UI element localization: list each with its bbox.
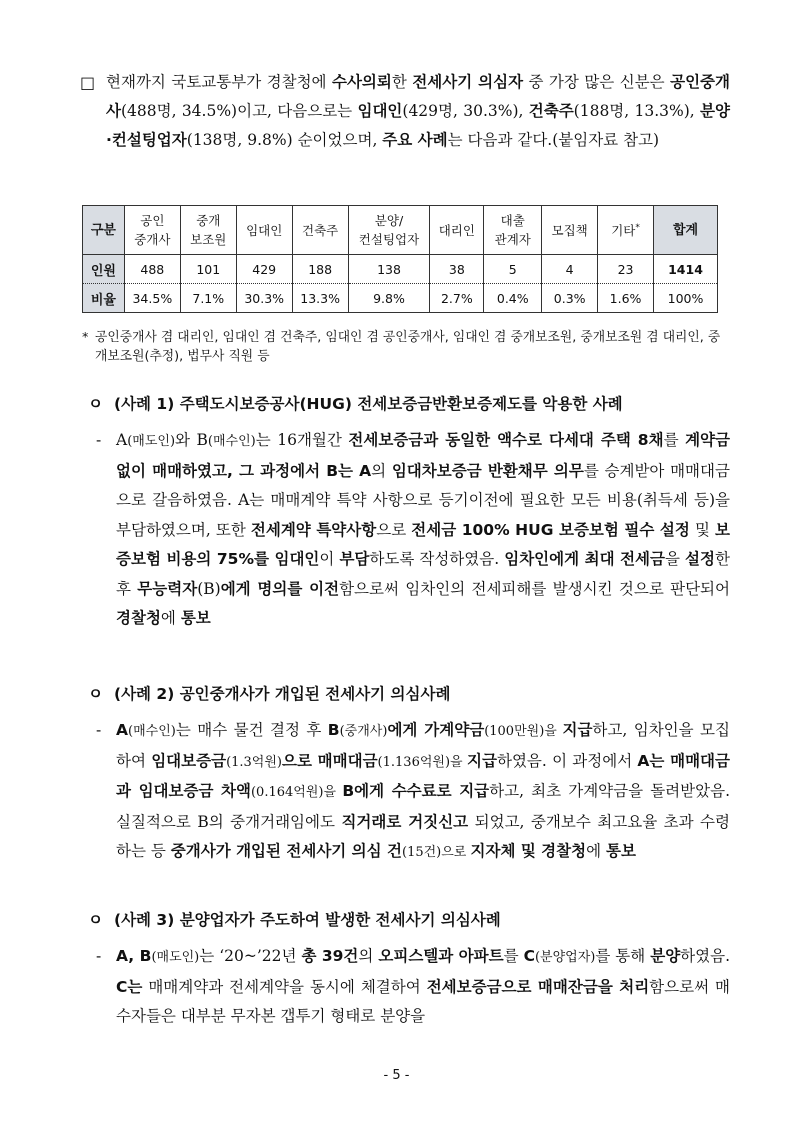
intro-bold: 공인중개사: [106, 73, 731, 120]
ratio-cell: 30.3%: [236, 284, 292, 313]
case3-heading: [88, 908, 728, 930]
case-text: 를 승계받아 매매대금으로 갈음하였음. A는 매매계약 특약 사항으로 등기이전에 필요한 모든 비용(취득세 등)을 부담하였으며, 또한: [116, 461, 730, 539]
case-bold: 오피스텔과 아파트: [378, 947, 504, 965]
header-cell: 구분: [83, 206, 125, 255]
footnote-text: 공인중개사 겸 대리인, 임대인 겸 건축주, 임대인 겸 공인중개사, 임대인 겸 중개보조원, 중개보조원 겸 대리인, 중개보조원(추정), 법무사 직원 등: [95, 330, 721, 364]
case-text: A: [116, 431, 128, 449]
case-text: (매도인): [127, 434, 176, 449]
case-bold: 전세금 100% HUG 보증보험 필수 설정: [411, 520, 690, 539]
intro-bold: 수사의뢰: [331, 73, 392, 91]
intro-text: 한: [391, 73, 413, 91]
people-cell: 488: [124, 255, 180, 284]
case-text: (B): [197, 579, 221, 598]
case-text: 하고, 임차인을 모집하여: [116, 721, 730, 770]
header-cell: 대출 관계자: [484, 206, 542, 255]
people-cell: 1414: [654, 255, 718, 284]
people-cell: 인원: [83, 255, 125, 284]
case-bold: B: [327, 721, 340, 739]
case-text: 를 통해: [595, 947, 651, 965]
case1-title: (사례 1) 주택도시보증공사(HUG) 전세보증금반환보증제도를 악용한 사례: [114, 395, 623, 413]
case-bold: 통보: [180, 609, 211, 627]
ratio-cell: 0.4%: [484, 284, 542, 313]
intro-bold: 분양·컨설팅업자: [106, 102, 730, 149]
case-bold: 지급: [467, 751, 497, 770]
case-text: (매수인): [207, 434, 256, 449]
case-text: 을: [665, 550, 686, 568]
case-bold: C는: [116, 977, 143, 996]
case-text: (0.164억원)을: [250, 785, 343, 800]
case-text: 에: [160, 609, 181, 627]
case-bold: A, B: [116, 947, 152, 965]
case-text: 하도록 작성하였음.: [369, 550, 505, 568]
ratio-cell: 1.6%: [598, 284, 654, 313]
people-cell: 138: [348, 255, 430, 284]
case-text: (분양업자): [534, 950, 596, 965]
case-text: (15건)으로: [402, 845, 471, 860]
intro-text: (429명, 30.3%),: [402, 102, 529, 120]
case-text: 의: [358, 947, 379, 965]
case1-body: [96, 426, 730, 634]
intro-text: 중 가장 많은 신분은: [523, 73, 671, 91]
case-bold: 임대차보증금 반환채무 의무: [391, 461, 584, 480]
case-text: 는 16개월간: [255, 431, 349, 449]
case-bold: A: [116, 721, 128, 739]
case-text: (1.3억원): [226, 754, 282, 770]
case-text: 하고, 최초 가계약금을 돌려받았음. 실질적으로 B의 중개거래임에도: [116, 782, 731, 831]
intro-text: (188명, 13.3%),: [573, 102, 701, 120]
intro-bold: 전세사기 의심자: [412, 73, 524, 91]
ratio-cell: 7.1%: [180, 284, 236, 313]
people-cell: 101: [180, 255, 236, 284]
intro-text: (138명, 9.8%) 순이었으며,: [186, 131, 383, 149]
ratio-cell: 100%: [654, 284, 718, 313]
header-cell: 공인 중개사: [124, 206, 180, 255]
table-footnote: [82, 328, 722, 366]
square-bullet-icon: □: [80, 73, 96, 92]
case-bold: 총 39건: [301, 947, 359, 965]
case-bold: 지급: [562, 721, 593, 739]
page-number: - 5 -: [383, 1068, 410, 1083]
case-bold: 부담: [339, 550, 370, 568]
case-text: (1.136억원)을: [377, 754, 468, 770]
table-row-ratio: [83, 284, 718, 313]
case-bold: 경찰청: [116, 609, 161, 627]
case2-title: (사례 2) 공인중개사가 개입된 전세사기 의심사례: [114, 685, 451, 703]
case-bold: 전세계약 특약사항: [250, 520, 377, 539]
ratio-cell: 2.7%: [430, 284, 484, 313]
people-cell: 5: [484, 255, 542, 284]
ratio-cell: 0.3%: [542, 284, 598, 313]
case-bold: A는 매매대금과 임대보증금 차액: [116, 751, 730, 800]
header-cell: 분양/ 컨설팅업자: [348, 206, 430, 255]
case-text: 는 ‘20~’22년: [199, 947, 302, 965]
circle-bullet-icon: ㅇ: [88, 911, 103, 929]
intro-bold: 주요 사례: [382, 131, 448, 149]
case2-heading: [88, 682, 728, 704]
intro-text: 는 다음과 같다.(붙임자료 참고): [447, 131, 660, 149]
case-text: 되었고, 중개보수 최고요율 초과 수령하는 등: [116, 812, 730, 860]
intro-text: 현재까지 국토교통부가 경찰청에: [106, 73, 332, 91]
case-bold: 전세보증금과 동일한 액수로 다세대 주택 8채: [348, 431, 664, 449]
case-text: 한 후: [116, 550, 730, 598]
ratio-cell: 비율: [83, 284, 125, 313]
suspect-statistics-table: [82, 205, 718, 313]
case-bold: 직거래로 거짓신고: [341, 812, 469, 831]
intro-paragraph: [80, 68, 730, 155]
ratio-cell: 13.3%: [292, 284, 348, 313]
people-cell: 188: [292, 255, 348, 284]
case-text: 를: [503, 947, 524, 965]
case2-body: [96, 716, 730, 868]
case-text: 를: [663, 431, 686, 449]
case-bold: 분양: [650, 947, 681, 965]
dash-bullet: -: [96, 431, 102, 449]
ratio-cell: 34.5%: [124, 284, 180, 313]
case-text: 함으로써 임차인의 전세피해를 발생시킨 것으로 판단되어: [339, 579, 730, 598]
case-bold: 보증보험 비용의 75%를 임대인: [116, 520, 730, 568]
dash-bullet: -: [96, 721, 102, 739]
people-cell: 23: [598, 255, 654, 284]
case-text: 하였음.: [680, 947, 731, 965]
case3-title: (사례 3) 분양업자가 주도하여 발생한 전세사기 의심사례: [114, 911, 501, 929]
case1-heading: [88, 392, 728, 414]
header-cell: 중개 보조원: [180, 206, 236, 255]
ratio-cell: 9.8%: [348, 284, 430, 313]
case-bold: 통보: [606, 842, 636, 860]
case-bold: C: [523, 947, 535, 965]
case-bold: B에게 수수료로 지급: [342, 782, 490, 800]
header-cell: 임대인: [236, 206, 292, 255]
people-cell: 4: [542, 255, 598, 284]
case-bold: 임대보증금: [151, 751, 227, 770]
case-text: (매수인): [128, 724, 176, 739]
case-bold: 설정: [685, 550, 715, 568]
case3-body: [96, 942, 730, 1032]
case-text: (매도인): [151, 950, 200, 965]
case-bold: 무능력자: [137, 579, 198, 598]
case-text: 의: [371, 461, 392, 480]
table-header-row: [83, 206, 718, 255]
people-cell: 429: [236, 255, 292, 284]
intro-bold: 임대인: [357, 102, 403, 120]
case-text: (100만원)을: [484, 724, 563, 739]
case-text: 으로: [376, 520, 412, 539]
case-text: 는 매수 물건 결정 후: [175, 721, 328, 739]
table-row-people: [83, 255, 718, 284]
circle-bullet-icon: ㅇ: [88, 685, 103, 703]
footnote-mark: *: [82, 330, 89, 345]
case-bold: 임차인에게 최대 전세금: [504, 550, 665, 568]
header-cell: 건축주: [292, 206, 348, 255]
header-cell: 대리인: [430, 206, 484, 255]
circle-bullet-icon: ㅇ: [88, 395, 103, 413]
case-bold: 에게 명의를 이전: [220, 579, 340, 598]
header-cell: 기타*: [598, 206, 654, 255]
case-bold: 지자체 및 경찰청: [470, 842, 587, 860]
case-text: 에: [586, 842, 607, 860]
case-text: (중개사): [339, 724, 388, 739]
case-text: 매매계약과 전세계약을 동시에 체결하여: [142, 977, 427, 996]
case-text: 및: [689, 520, 716, 539]
case-bold: 으로 매매대금: [282, 751, 378, 770]
case-text: 함으로써 매수자들은 대부분 무자본 갭투기 형태로 분양을: [116, 977, 730, 1025]
people-cell: 38: [430, 255, 484, 284]
case-text: 하였음. 이 과정에서: [496, 751, 638, 770]
case-bold: 에게 가계약금: [387, 721, 485, 739]
intro-text: (488명, 34.5%)이고, 다음으로는: [120, 102, 358, 120]
header-cell: 모집책: [542, 206, 598, 255]
case-bold: 중개사가 개입된 전세사기 의심 건: [170, 842, 402, 860]
case-text: 이: [319, 550, 340, 568]
case-text: 와 B: [175, 431, 208, 449]
dash-bullet: -: [96, 947, 102, 965]
header-cell: 합계: [654, 206, 718, 255]
intro-bold: 건축주: [528, 102, 574, 120]
case-bold: 전세보증금으로 매매잔금을 처리: [426, 977, 650, 996]
case-bold: 계약금없이 매매하였고, 그 과정에서 B는 A: [116, 431, 730, 480]
